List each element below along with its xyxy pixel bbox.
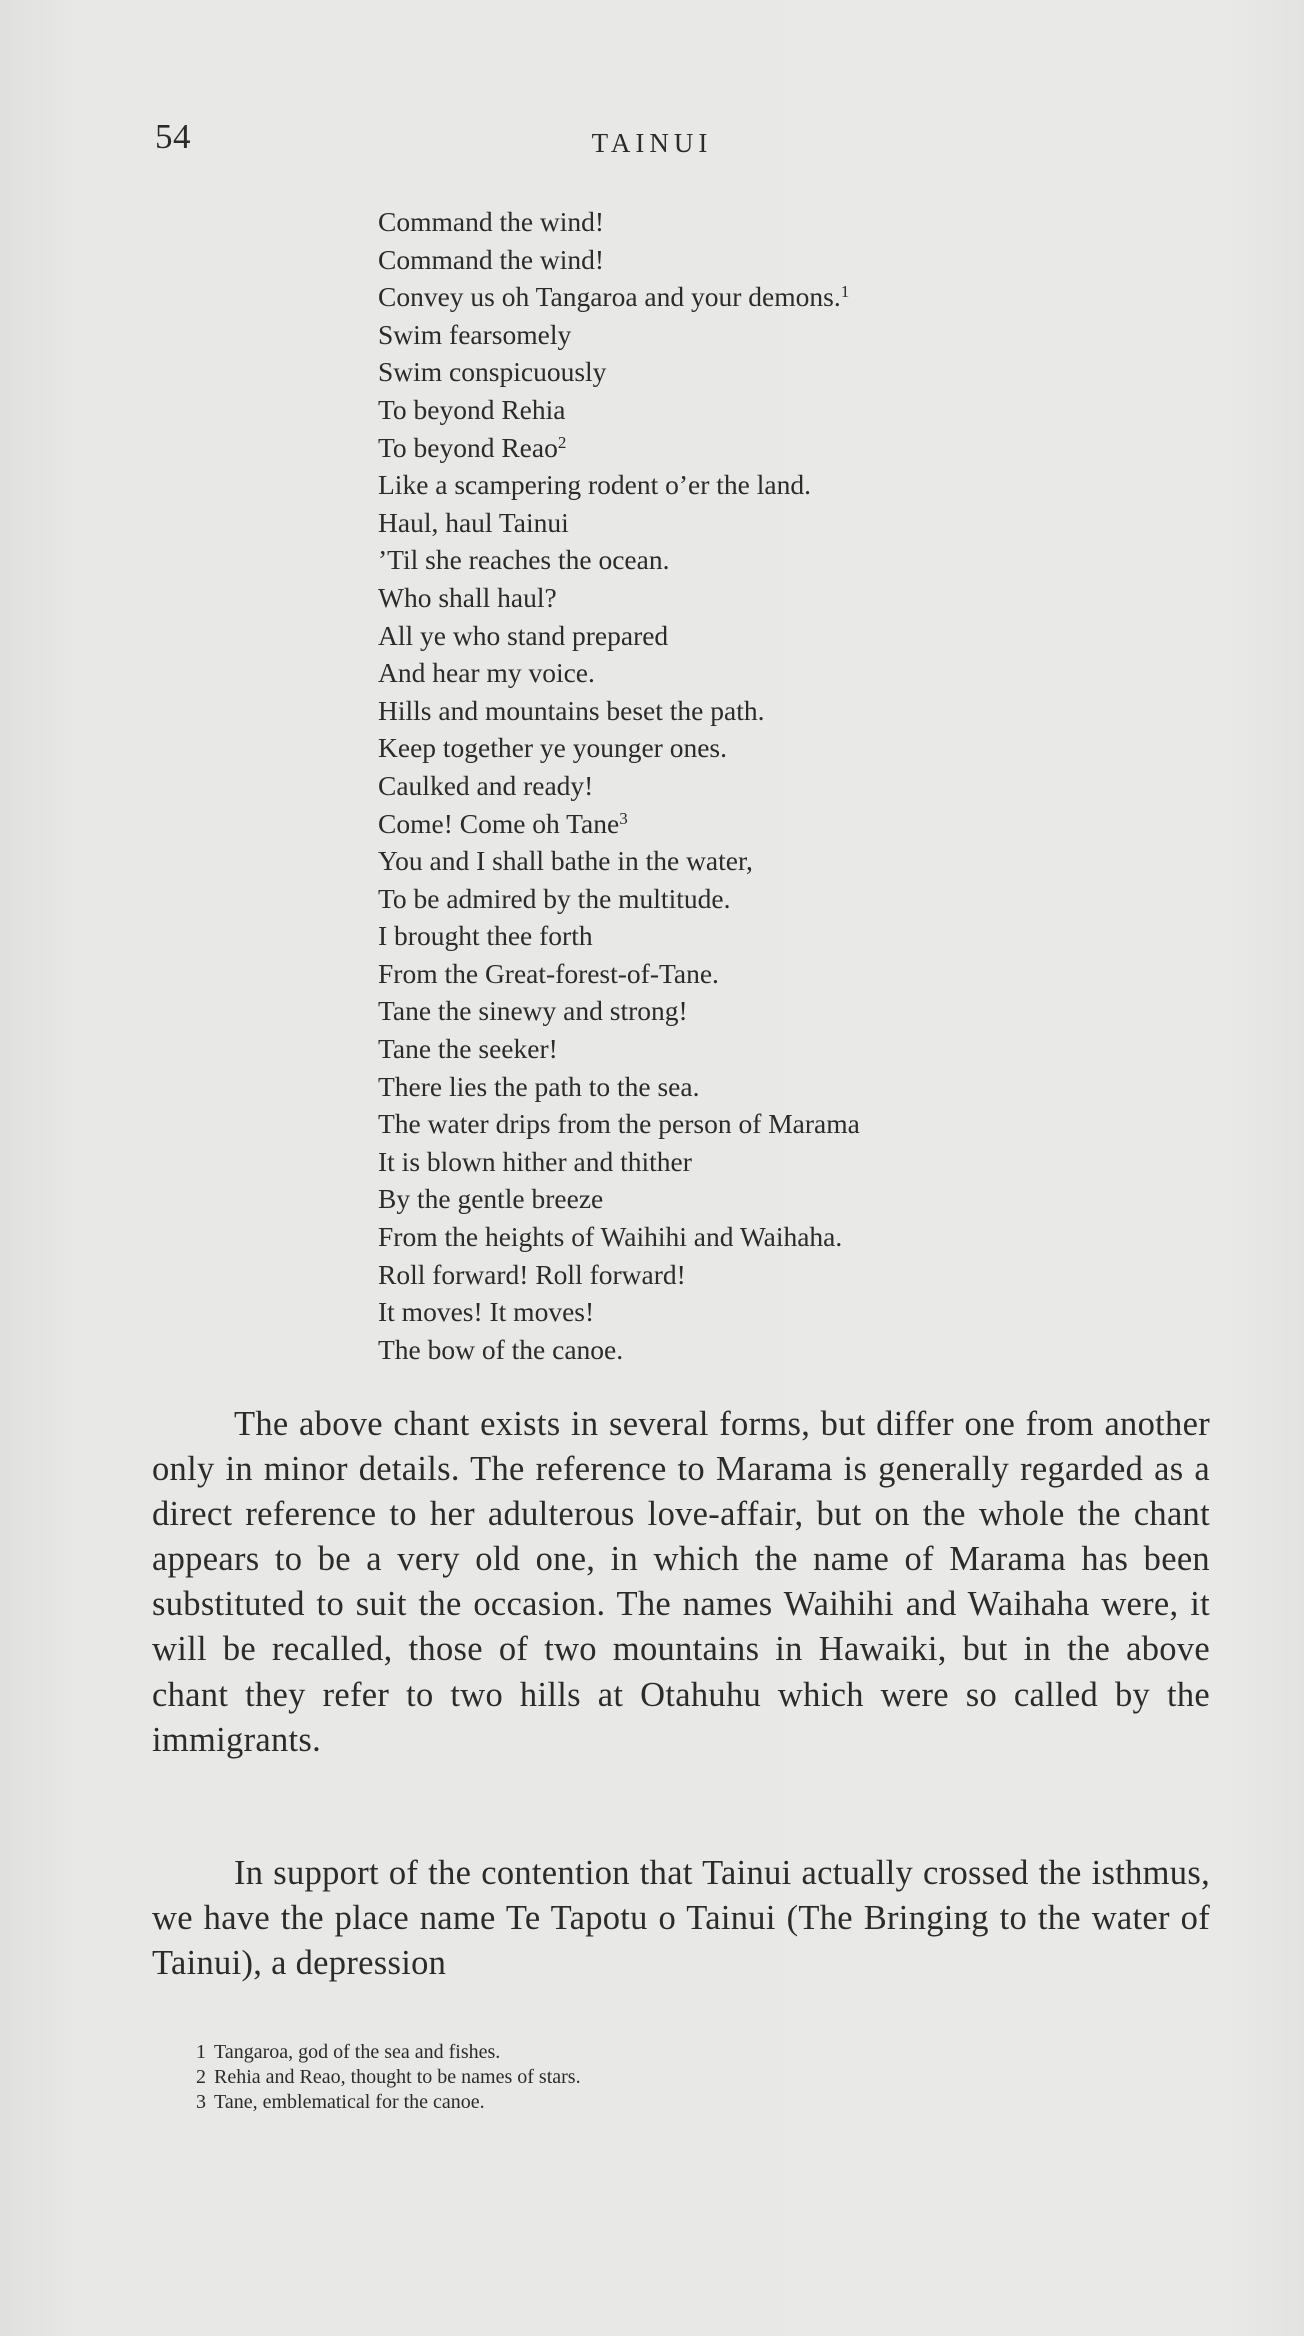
chant-line — [378, 617, 860, 655]
chant-line — [378, 880, 860, 918]
chant-line — [378, 1218, 860, 1256]
chant-line-text: Command the wind! — [378, 243, 605, 275]
chant-line-text: Convey us oh Tangaroa and your demons. — [378, 281, 841, 313]
chant-line-text: Tane the seeker! — [378, 1033, 558, 1065]
chant-line — [378, 1180, 860, 1218]
footnote — [196, 2040, 581, 2065]
chant-line-text: To beyond Rehia — [378, 393, 566, 425]
chant-line — [378, 1068, 860, 1106]
chant-line-text: The water drips from the person of Marama — [378, 1108, 860, 1140]
chant-line-text: It moves! It moves! — [378, 1296, 595, 1328]
chant-line — [378, 466, 860, 504]
chant-line — [378, 241, 860, 279]
chant-line-text: Caulked and ready! — [378, 769, 594, 801]
chant-line-text: Roll forward! Roll forward! — [378, 1258, 686, 1290]
footnote — [196, 2090, 581, 2115]
chant-line-text: By the gentle breeze — [378, 1183, 604, 1215]
chant-line — [378, 316, 860, 354]
footnote-text: Tangaroa, god of the sea and fishes. — [214, 2041, 501, 2063]
chant-line-text: ’Til she reaches the ocean. — [378, 544, 670, 576]
chant-line — [378, 429, 860, 467]
chant-line-text: Keep together ye younger ones. — [378, 732, 727, 764]
footnote-marker: 2 — [557, 432, 567, 452]
chant-line-text: Haul, haul Tainui — [378, 506, 569, 538]
chant-line-text: I brought thee forth — [378, 920, 593, 952]
chant-line-text: Swim conspicuously — [378, 356, 607, 388]
chant-line — [378, 992, 860, 1030]
chant-line-text: Come! Come oh Tane — [378, 807, 620, 839]
footnote-text: Rehia and Reao, thought to be names of stars. — [214, 2066, 581, 2088]
chant-line-text: To beyond Reao — [378, 431, 558, 463]
chant-line-text: All ye who stand prepared — [378, 619, 669, 651]
footnote-marker: 1 — [840, 282, 850, 302]
chant-line-text: Command the wind! — [378, 206, 605, 237]
chant-line — [378, 917, 860, 955]
chant-line — [378, 579, 860, 617]
chant-line — [378, 767, 860, 805]
body-paragraph: In support of the contention that Tainui actually crossed the isthmus, we have the place name Te Tapotu o Tainui (The Bringing to the water of Tainui), a depression — [152, 1854, 1210, 1983]
chant-line — [378, 353, 860, 391]
chant-line — [378, 203, 860, 241]
chant-line-text: Who shall haul? — [378, 581, 557, 613]
chant-line-text: The bow of the canoe. — [378, 1333, 624, 1365]
footnote-text: Tane, emblematical for the canoe. — [214, 2091, 485, 2113]
running-title: TAINUI — [591, 128, 713, 158]
footnote-number: 3 — [196, 2091, 206, 2113]
chant-line — [378, 654, 860, 692]
chant-line-text: Tane the sinewy and strong! — [378, 995, 688, 1027]
chant-line-text: Swim fearsomely — [378, 318, 572, 350]
footnote-number: 2 — [196, 2066, 206, 2088]
page-number: 54 — [155, 117, 191, 156]
chant-line — [378, 1143, 860, 1181]
chant-line — [378, 1293, 860, 1331]
chant-line-text: Hills and mountains beset the path. — [378, 694, 765, 726]
chant-line-text: You and I shall bathe in the water, — [378, 845, 753, 877]
chant-line-text: From the heights of Waihihi and Waihaha. — [378, 1221, 843, 1253]
footnote-number: 1 — [196, 2041, 206, 2063]
chant-verse — [378, 203, 860, 1368]
footnote-marker: 3 — [619, 808, 628, 828]
chant-line-text: And hear my voice. — [378, 657, 595, 689]
chant-line-text: It is blown hither and thither — [378, 1145, 692, 1177]
chant-line — [378, 504, 860, 542]
chant-line — [378, 1105, 860, 1143]
chant-line — [378, 278, 860, 316]
chant-line — [378, 842, 860, 880]
chant-line — [378, 729, 860, 767]
chant-line — [378, 1331, 860, 1369]
chant-line — [378, 1030, 860, 1068]
chant-line — [378, 955, 860, 993]
footnote — [196, 2065, 581, 2090]
chant-line — [378, 692, 860, 730]
chant-line-text: To be admired by the multitude. — [378, 882, 731, 914]
chant-line-text: There lies the path to the sea. — [378, 1070, 700, 1102]
chant-line-text: Like a scampering rodent o’er the land. — [378, 469, 811, 501]
chant-line-text: From the Great-forest-of-Tane. — [378, 957, 719, 989]
footnotes — [196, 2040, 581, 2115]
chant-line — [378, 805, 860, 843]
chant-line — [378, 541, 860, 579]
body-paragraph: The above chant exists in several forms, but differ one from another only in minor details. The reference to Marama is generally regarded as a direct reference to her adulterous love-affair, but on the whole the chant appears to be a very old one, in which the name of Marama has been substituted to suit the occasion. The names Waihihi and Waihaha were, it will be recalled, those of two mountains in Hawaiki, but in the above chant they refer to two hills at Otahuhu which were so called by the immigrants. — [152, 1405, 1210, 1759]
chant-line — [378, 1256, 860, 1294]
chant-line — [378, 391, 860, 429]
